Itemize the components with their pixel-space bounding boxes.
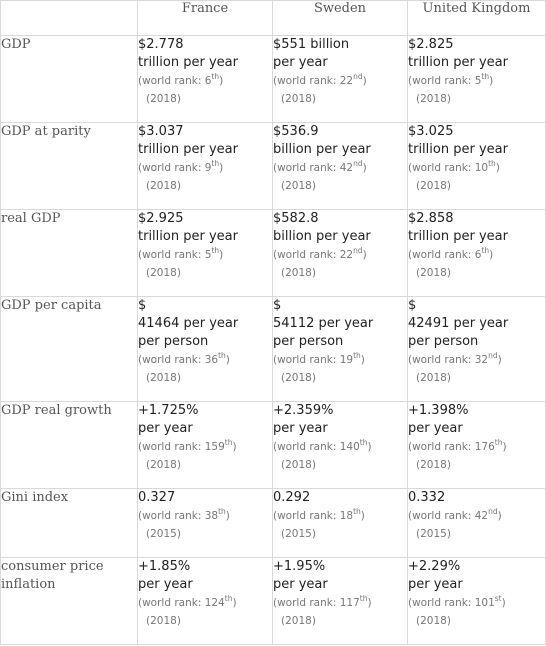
data-year: (2018) (281, 372, 316, 384)
row-header: GDP (1, 36, 138, 123)
rank-number: 19 (339, 354, 354, 366)
rank-prefix: (world rank: (138, 249, 205, 261)
value-cell-united-kingdom (408, 36, 546, 123)
rank-number: 159 (204, 441, 225, 453)
cell-value: trillion per year (138, 229, 238, 244)
rank-ordinal-suffix: nd (488, 506, 498, 516)
cell-value: 42491 per year (408, 316, 509, 331)
rank-prefix: (world rank: (273, 162, 340, 174)
world-rank (408, 438, 545, 456)
cell-value: billion per year (273, 229, 371, 244)
value-cell-united-kingdom (408, 489, 546, 558)
world-rank (273, 159, 407, 177)
rank-ordinal-suffix: th (211, 71, 220, 81)
world-rank (138, 507, 272, 525)
rank-close: ) (367, 597, 372, 609)
column-header-france: France (138, 1, 273, 36)
rank-prefix: (world rank: (408, 510, 475, 522)
data-year: (2018) (146, 180, 181, 192)
rank-number: 5 (474, 75, 482, 87)
rank-ordinal-suffix: nd (353, 245, 363, 255)
rank-ordinal-suffix: nd (353, 158, 363, 168)
cell-value: +2.29% (408, 559, 461, 574)
rank-ordinal-suffix: nd (488, 350, 498, 360)
rank-close: ) (497, 354, 502, 366)
table-row (1, 558, 546, 645)
rank-close: ) (225, 510, 230, 522)
cell-value: per year (408, 421, 463, 436)
table-row (1, 402, 546, 489)
value-cell-france (138, 123, 273, 210)
cell-value: trillion per year (408, 55, 508, 70)
header-row (1, 1, 546, 36)
rank-close: ) (232, 441, 237, 453)
world-rank (273, 594, 407, 612)
rank-number: 10 (474, 162, 489, 174)
rank-number: 42 (339, 162, 354, 174)
data-year: (2018) (281, 459, 316, 471)
rank-close: ) (362, 75, 367, 87)
cell-value: $2.825 (408, 37, 454, 52)
cell-value: per year (408, 577, 463, 592)
column-header-sweden: Sweden (273, 1, 408, 36)
cell-value: $ (408, 298, 417, 313)
rank-close: ) (497, 510, 502, 522)
value-cell-france (138, 297, 273, 402)
table-row (1, 123, 546, 210)
value-cell-united-kingdom (408, 210, 546, 297)
cell-value: +1.95% (273, 559, 326, 574)
data-year: (2018) (146, 372, 181, 384)
cell-value: trillion per year (138, 142, 238, 157)
cell-value: $2.778 (138, 37, 184, 52)
cell-value: per year (138, 577, 193, 592)
rank-prefix: (world rank: (273, 249, 340, 261)
header-corner (1, 1, 138, 36)
cell-value: $551 billion (273, 37, 350, 52)
rank-prefix: (world rank: (273, 354, 340, 366)
world-rank (138, 351, 272, 369)
row-header: GDP real growth (1, 402, 138, 489)
row-header: real GDP (1, 210, 138, 297)
rank-number: 140 (339, 441, 360, 453)
table-row (1, 297, 546, 402)
rank-ordinal-suffix: th (224, 593, 233, 603)
rank-ordinal-suffix: th (481, 71, 490, 81)
value-cell-united-kingdom (408, 402, 546, 489)
cell-value: $ (138, 298, 147, 313)
value-cell-france (138, 36, 273, 123)
cell-value: $2.925 (138, 211, 184, 226)
data-year: (2015) (416, 528, 451, 540)
cell-value: 54112 per year (273, 316, 374, 331)
rank-close: ) (360, 354, 365, 366)
data-year: (2018) (416, 372, 451, 384)
rank-number: 124 (204, 597, 225, 609)
data-year: (2018) (281, 267, 316, 279)
data-year: (2018) (281, 615, 316, 627)
data-year: (2018) (146, 267, 181, 279)
cell-value: +1.85% (138, 559, 191, 574)
table-row (1, 489, 546, 558)
world-rank (408, 246, 545, 264)
rank-ordinal-suffix: th (224, 437, 233, 447)
cell-value: +1.725% (138, 403, 199, 418)
cell-value: trillion per year (138, 55, 238, 70)
rank-number: 42 (474, 510, 489, 522)
value-cell-france (138, 489, 273, 558)
cell-value: +1.398% (408, 403, 469, 418)
row-header: Gini index (1, 489, 138, 558)
rank-ordinal-suffix: st (494, 593, 502, 603)
world-rank (408, 351, 545, 369)
value-cell-sweden (273, 402, 408, 489)
rank-ordinal-suffix: th (488, 158, 496, 168)
world-rank (138, 246, 272, 264)
data-year: (2018) (146, 93, 181, 105)
data-year: (2018) (416, 93, 451, 105)
cell-value: per year (138, 421, 193, 436)
value-cell-france (138, 402, 273, 489)
rank-close: ) (225, 354, 230, 366)
rank-ordinal-suffix: th (353, 506, 361, 516)
world-rank (408, 594, 545, 612)
value-cell-france (138, 558, 273, 645)
rank-number: 22 (339, 249, 354, 261)
data-year: (2018) (416, 180, 451, 192)
rank-ordinal-suffix: th (211, 158, 220, 168)
rank-close: ) (489, 75, 494, 87)
table-row (1, 210, 546, 297)
rank-prefix: (world rank: (408, 249, 475, 261)
rank-prefix: (world rank: (273, 441, 340, 453)
rank-number: 6 (474, 249, 482, 261)
rank-close: ) (219, 249, 224, 261)
world-rank (138, 438, 272, 456)
cell-value: $3.025 (408, 124, 454, 139)
cell-value: $2.858 (408, 211, 454, 226)
data-year: (2018) (281, 180, 316, 192)
world-rank (138, 594, 272, 612)
column-header-united-kingdom: United Kingdom (408, 1, 546, 36)
rank-prefix: (world rank: (408, 162, 475, 174)
rank-close: ) (362, 162, 367, 174)
rank-ordinal-suffix: th (481, 245, 490, 255)
rank-number: 22 (339, 75, 354, 87)
world-rank (408, 159, 545, 177)
rank-close: ) (219, 75, 224, 87)
rank-close: ) (360, 510, 365, 522)
cell-value: per year (273, 577, 328, 592)
rank-ordinal-suffix: th (494, 437, 503, 447)
rank-prefix: (world rank: (273, 597, 340, 609)
value-cell-sweden (273, 210, 408, 297)
rank-ordinal-suffix: th (359, 593, 368, 603)
data-year: (2018) (416, 459, 451, 471)
rank-prefix: (world rank: (138, 597, 205, 609)
cell-value: 0.292 (273, 490, 311, 505)
value-cell-sweden (273, 123, 408, 210)
rank-prefix: (world rank: (138, 441, 205, 453)
world-rank (408, 507, 545, 525)
cell-value: $582.8 (273, 211, 319, 226)
value-cell-sweden (273, 558, 408, 645)
rank-ordinal-suffix: th (218, 350, 226, 360)
rank-ordinal-suffix: th (218, 506, 226, 516)
rank-ordinal-suffix: th (359, 437, 368, 447)
rank-number: 6 (204, 75, 212, 87)
cell-value: per year (273, 421, 328, 436)
rank-close: ) (362, 249, 367, 261)
rank-prefix: (world rank: (273, 75, 340, 87)
row-header: GDP at parity (1, 123, 138, 210)
value-cell-united-kingdom (408, 558, 546, 645)
world-rank (408, 72, 545, 90)
rank-ordinal-suffix: th (211, 245, 220, 255)
data-year: (2018) (146, 459, 181, 471)
world-rank (138, 159, 272, 177)
cell-value: 0.327 (138, 490, 176, 505)
value-cell-united-kingdom (408, 297, 546, 402)
rank-prefix: (world rank: (138, 162, 205, 174)
cell-value: billion per year (273, 142, 371, 157)
data-year: (2018) (416, 615, 451, 627)
cell-value: per person (408, 334, 479, 349)
rank-close: ) (367, 441, 372, 453)
cell-value: trillion per year (408, 142, 508, 157)
row-header: consumer price inflation (1, 558, 138, 645)
value-cell-france (138, 210, 273, 297)
world-rank (138, 72, 272, 90)
cell-value: $ (273, 298, 282, 313)
cell-value: trillion per year (408, 229, 508, 244)
cell-value: 41464 per year (138, 316, 239, 331)
rank-prefix: (world rank: (138, 354, 205, 366)
rank-prefix: (world rank: (273, 510, 340, 522)
rank-prefix: (world rank: (408, 75, 475, 87)
rank-number: 5 (204, 249, 212, 261)
table-row (1, 36, 546, 123)
rank-number: 176 (474, 441, 495, 453)
rank-number: 117 (339, 597, 360, 609)
rank-number: 18 (339, 510, 354, 522)
rank-ordinal-suffix: nd (353, 71, 363, 81)
value-cell-sweden (273, 297, 408, 402)
rank-close: ) (219, 162, 224, 174)
rank-number: 32 (474, 354, 489, 366)
rank-close: ) (502, 441, 507, 453)
cell-value: +2.359% (273, 403, 334, 418)
data-year: (2018) (416, 267, 451, 279)
row-header: GDP per capita (1, 297, 138, 402)
world-rank (273, 246, 407, 264)
rank-close: ) (501, 597, 506, 609)
value-cell-sweden (273, 489, 408, 558)
data-year: (2018) (281, 93, 316, 105)
rank-prefix: (world rank: (138, 510, 205, 522)
rank-close: ) (489, 249, 494, 261)
rank-number: 9 (204, 162, 212, 174)
world-rank (273, 351, 407, 369)
value-cell-united-kingdom (408, 123, 546, 210)
rank-number: 101 (474, 597, 495, 609)
world-rank (273, 438, 407, 456)
rank-prefix: (world rank: (408, 354, 475, 366)
rank-prefix: (world rank: (138, 75, 205, 87)
rank-prefix: (world rank: (408, 597, 475, 609)
cell-value: $536.9 (273, 124, 319, 139)
rank-prefix: (world rank: (408, 441, 475, 453)
cell-value: 0.332 (408, 490, 446, 505)
rank-close: ) (232, 597, 237, 609)
data-year: (2015) (281, 528, 316, 540)
rank-number: 36 (204, 354, 219, 366)
rank-number: 38 (204, 510, 219, 522)
rank-ordinal-suffix: th (353, 350, 361, 360)
world-rank (273, 72, 407, 90)
value-cell-sweden (273, 36, 408, 123)
rank-close: ) (495, 162, 500, 174)
cell-value: per person (273, 334, 344, 349)
data-year: (2015) (146, 528, 181, 540)
cell-value: per person (138, 334, 209, 349)
cell-value: per year (273, 55, 328, 70)
data-year: (2018) (146, 615, 181, 627)
cell-value: $3.037 (138, 124, 184, 139)
world-rank (273, 507, 407, 525)
